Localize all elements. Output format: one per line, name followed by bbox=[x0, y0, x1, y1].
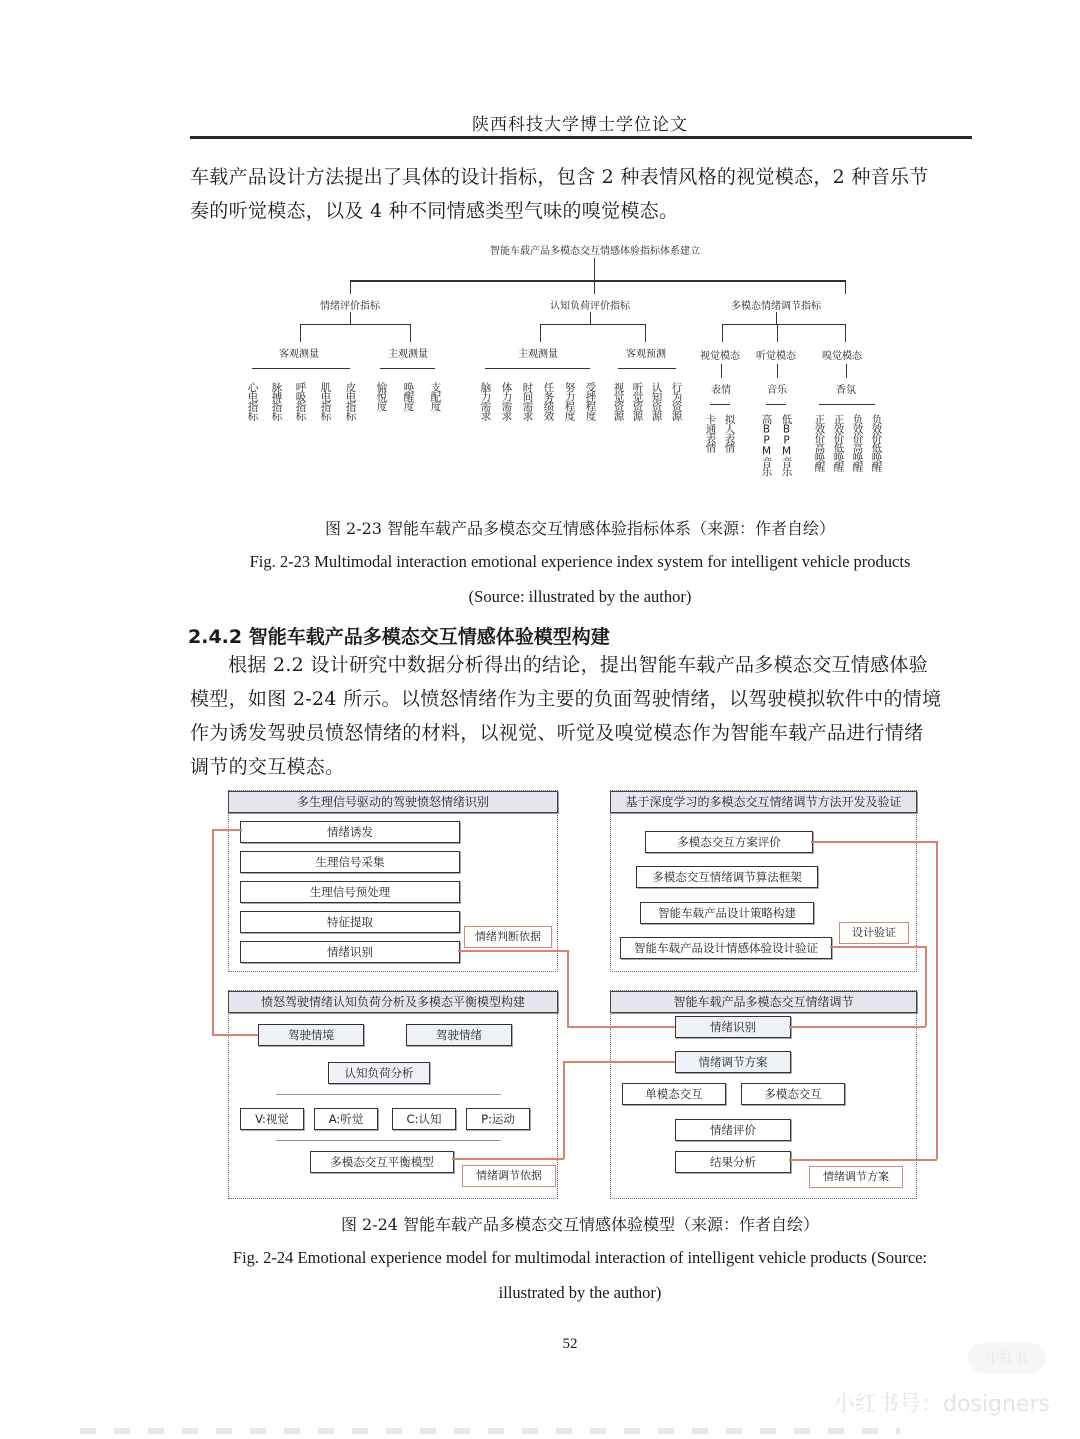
text-line: 车载产品设计方法提出了具体的设计指标，包含 2 种表情风格的视觉模态，2 种音乐节 bbox=[190, 166, 929, 188]
leaf: 脑力需求 bbox=[479, 382, 492, 420]
group-label: 视觉模态 bbox=[700, 351, 740, 362]
leaf: 任务绩效 bbox=[542, 382, 555, 420]
panel-title: 多生理信号驱动的驾驶愤怒情绪识别 bbox=[228, 791, 558, 813]
flow-dimension: A:听觉 bbox=[314, 1108, 378, 1130]
flow-step: 特征提取 bbox=[240, 911, 460, 933]
flow-step: 生理信号预处理 bbox=[240, 881, 460, 903]
leaf: 肌电指标 bbox=[319, 382, 332, 420]
page-number: 52 bbox=[562, 1336, 578, 1352]
text-line: 奏的听觉模态，以及 4 种不同情感类型气味的嗅觉模态。 bbox=[190, 200, 679, 222]
flow-step: 智能车载产品设计策略构建 bbox=[640, 902, 814, 924]
leaf: 卡通表情 bbox=[704, 414, 717, 452]
panel-title: 基于深度学习的多模态交互情绪调节方法开发及验证 bbox=[610, 791, 917, 813]
flow-step: 情绪评价 bbox=[675, 1119, 791, 1141]
leaf: 认知资源 bbox=[650, 382, 663, 420]
group-label: 客观预测 bbox=[626, 349, 666, 360]
branch-emotion-eval: 情绪评价指标 bbox=[320, 301, 380, 312]
leaf: 支配度 bbox=[429, 382, 442, 411]
flow-step: 结果分析 bbox=[675, 1151, 791, 1173]
figure-2-24-caption-cn: 图 2-24 智能车载产品多模态交互情感体验模型（来源：作者自绘） bbox=[340, 1215, 820, 1234]
panel-title: 愤怒驾驶情绪认知负荷分析及多模态平衡模型构建 bbox=[228, 991, 558, 1013]
flow-dimension: P:运动 bbox=[466, 1108, 530, 1130]
watermark-logo: 小红书 bbox=[968, 1343, 1046, 1373]
leaf: 负效价高唤醒 bbox=[851, 414, 864, 471]
figure-2-24-caption-en: Fig. 2-24 Emotional experience model for multimodal interaction of intelligent vehicle products (Source: bbox=[232, 1248, 928, 1267]
leaf: 负效价低唤醒 bbox=[870, 414, 883, 471]
leaf: 听觉资源 bbox=[631, 382, 644, 420]
leaf: 高BPM音乐 bbox=[760, 414, 773, 476]
flow-step: 情绪识别 bbox=[240, 941, 460, 963]
leaf: 视觉资源 bbox=[612, 382, 625, 420]
section-heading: 2.4.2 智能车载产品多模态交互情感体验模型构建 bbox=[188, 626, 610, 648]
flow-dimension: V:视觉 bbox=[240, 1108, 304, 1130]
text-line: 根据 2.2 设计研究中数据分析得出的结论，提出智能车载产品多模态交互情感体验 bbox=[228, 654, 928, 676]
watermark-text: 小红书号：dosigners bbox=[833, 1392, 1050, 1417]
group-label: 嗅觉模态 bbox=[822, 351, 862, 362]
flow-step: 情绪识别 bbox=[675, 1016, 791, 1038]
flow-model: 多模态交互平衡模型 bbox=[310, 1151, 454, 1173]
flow-step: 情绪诱发 bbox=[240, 821, 460, 843]
note-label: 情绪判断依据 bbox=[464, 926, 552, 948]
branch-cognitive-load: 认知负荷评价指标 bbox=[550, 301, 630, 312]
leaf: 呼吸指标 bbox=[294, 382, 307, 420]
note-label: 设计验证 bbox=[839, 922, 909, 944]
branch-multimodal-reg: 多模态情绪调节指标 bbox=[731, 301, 821, 312]
leaf: 拟人表情 bbox=[723, 414, 736, 452]
leaf: 时间需求 bbox=[521, 382, 534, 420]
next-page-bleed bbox=[80, 1428, 900, 1434]
leaf: 正效价高唤醒 bbox=[813, 414, 826, 471]
leaf: 皮电指标 bbox=[344, 382, 357, 420]
leaf: 努力程度 bbox=[563, 382, 576, 420]
leaf: 唤醒度 bbox=[402, 382, 415, 411]
leaf: 愉悦度 bbox=[375, 382, 388, 411]
flow-analysis: 认知负荷分析 bbox=[328, 1062, 430, 1084]
running-header: 陕西科技大学博士学位论文 bbox=[472, 115, 688, 135]
leaf: 心电指标 bbox=[246, 382, 259, 420]
group-label: 主观测量 bbox=[518, 349, 558, 360]
figure-2-24-caption-source: illustrated by the author) bbox=[498, 1283, 662, 1302]
text-line: 调节的交互模态。 bbox=[190, 756, 345, 778]
figure-2-23-caption-cn: 图 2-23 智能车载产品多模态交互情感体验指标体系（来源：作者自绘） bbox=[324, 519, 836, 538]
sub-label: 香氛 bbox=[836, 385, 856, 396]
leaf: 低BPM音乐 bbox=[780, 414, 793, 476]
flow-step: 生理信号采集 bbox=[240, 851, 460, 873]
flow-input: 驾驶情绪 bbox=[406, 1024, 512, 1046]
group-label: 客观测量 bbox=[279, 349, 319, 360]
tree-root: 智能车载产品多模态交互情感体验指标体系建立 bbox=[490, 246, 700, 257]
flow-step: 多模态交互方案评价 bbox=[645, 831, 813, 853]
sub-label: 表情 bbox=[711, 385, 731, 396]
flow-dimension: C:认知 bbox=[392, 1108, 456, 1130]
figure-2-23-caption-en: Fig. 2-23 Multimodal interaction emotional experience index system for intelligent vehicle products bbox=[249, 552, 911, 571]
flow-step: 智能车载产品设计情感体验设计验证 bbox=[620, 937, 832, 959]
flow-branch: 单模态交互 bbox=[622, 1083, 726, 1105]
text-line: 作为诱发驾驶员愤怒情绪的材料，以视觉、听觉及嗅觉模态作为智能车载产品进行情绪 bbox=[190, 722, 924, 744]
note-label: 情绪调节依据 bbox=[462, 1165, 556, 1187]
leaf: 正效价低唤醒 bbox=[832, 414, 845, 471]
leaf: 受挫程度 bbox=[584, 382, 597, 420]
note-label: 情绪调节方案 bbox=[809, 1166, 903, 1188]
figure-2-23-caption-source: (Source: illustrated by the author) bbox=[468, 587, 692, 606]
sub-label: 音乐 bbox=[767, 385, 787, 396]
text-line: 模型，如图 2-24 所示。以愤怒情绪作为主要的负面驾驶情绪，以驾驶模拟软件中的情境 bbox=[190, 688, 942, 710]
flow-step: 多模态交互情绪调节算法框架 bbox=[636, 866, 818, 888]
flow-input: 驾驶情境 bbox=[258, 1024, 364, 1046]
group-label: 主观测量 bbox=[388, 349, 428, 360]
leaf: 脉搏指标 bbox=[270, 382, 283, 420]
leaf: 体力需求 bbox=[500, 382, 513, 420]
leaf: 行为资源 bbox=[670, 382, 683, 420]
group-label: 听觉模态 bbox=[756, 351, 796, 362]
panel-title: 智能车载产品多模态交互情绪调节 bbox=[610, 991, 917, 1013]
flow-step: 情绪调节方案 bbox=[675, 1051, 791, 1073]
flow-branch: 多模态交互 bbox=[741, 1083, 845, 1105]
